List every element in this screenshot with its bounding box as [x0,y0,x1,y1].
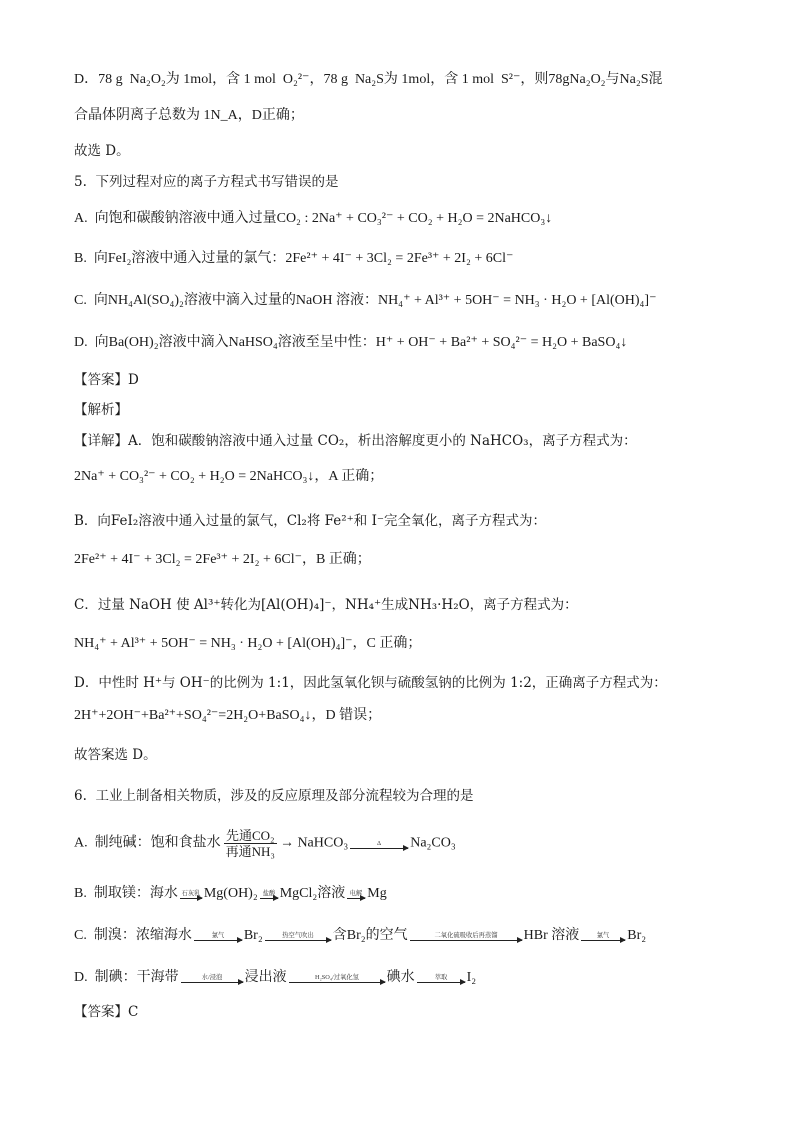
reaction-arrow: 氯气 [194,931,242,941]
question-6-option-d: D. 制碘：干海带 水/浸泡 浸出液 H₂SO₄/过氧化氢 碘水 萃取 I₂ [74,970,477,985]
question-6-title: 6. 工业上制备相关物质，涉及的反应原理及部分流程较为合理的是 [74,788,474,804]
question-5-equation-b: 2Fe²⁺ + 4I⁻ + 3Cl₂ = 2Fe³⁺ + 2I₂ + 6Cl⁻，B 正确； [74,552,371,567]
question-6-option-b: B. 制取镁：海水 石灰乳 Mg(OH)₂ 盐酸 MgCl₂溶液 电解 Mg [74,886,387,901]
question-6-option-a: A. 制纯碱：饱和食盐水 先通CO₂ 再通NH₃ → NaHCO₃ Δ Na₂CO₃ [74,828,456,859]
reaction-arrow: 热空气吹出 [265,931,331,941]
question-5-answer: 【答案】D [74,372,139,388]
question-5-equation-a: 2Na⁺ + CO₃²⁻ + CO₂ + H₂O = 2NaHCO₃↓，A 正确； [74,469,384,484]
option-d-line: D．78 g Na₂O₂为 1mol，含 1 mol O₂²⁻，78 g Na₂S为 1mol，含 1 mol S²⁻，则78gNa₂O₂与Na₂S混 [74,72,663,87]
question-5-option-a: A. 向饱和碳酸钠溶液中通入过量CO₂ : 2Na⁺ + CO₃²⁻ + CO₂ + H₂O = 2NaHCO₃↓ [74,211,553,226]
question-5-detail-d: D．中性时 H⁺与 OH⁻的比例为 1:1，因此氢氧化钡与硫酸氢钠的比例为 1:2，正确离子方程式为： [74,675,667,691]
reaction-arrow: 盐酸 [260,889,278,899]
reaction-arrow: 水/浸泡 [181,973,243,983]
question-5-detail-c: C．过量 NaOH 使 Al³⁺转化为[Al(OH)₄]⁻，NH₄⁺生成NH₃·H₂O，离子方程式为： [74,597,578,613]
option-d-continuation: 合晶体阴离子总数为 1N_A，D正确； [74,108,304,123]
question-6-answer: 【答案】C [74,1004,139,1020]
question-5-detail-a: 【详解】A．饱和碳酸钠溶液中通入过量 CO₂，析出溶解度更小的 NaHCO₃，离子方程式为： [74,433,637,449]
question-5-analysis-heading: 【解析】 [74,402,128,418]
question-6-option-c: C. 制溴：浓缩海水 氯气 Br₂ 热空气吹出 含Br₂的空气 二氧化硫吸收后再蒸馏 HBr 溶液 氯气 Br₂ [74,928,647,943]
question-5-option-c: C. 向NH₄Al(SO₄)₂溶液中滴入过量的NaOH 溶液：NH₄⁺ + Al³⁺ + 5OH⁻ = NH₃ · H₂O + [Al(OH)₄]⁻ [74,293,657,308]
heat-arrow: Δ [350,839,408,849]
question-5-equation-c: NH₄⁺ + Al³⁺ + 5OH⁻ = NH₃ · H₂O + [Al(OH)₄]⁻，C 正确； [74,636,422,651]
reaction-arrow: 萃取 [417,973,465,983]
question-5-title: 5. 下列过程对应的离子方程式书写错误的是 [74,174,339,190]
question-5-option-b: B. 向FeI₂溶液中通入过量的氯气：2Fe²⁺ + 4I⁻ + 3Cl₂ = 2Fe³⁺ + 2I₂ + 6Cl⁻ [74,251,514,266]
reaction-arrow: 石灰乳 [180,889,202,899]
reaction-arrow: 电解 [347,889,365,899]
choose-d-line: 故选 D。 [74,143,130,159]
reaction-arrow: 氯气 [581,931,625,941]
reaction-arrow: 二氧化硫吸收后再蒸馏 [410,931,522,941]
question-5-detail-b: B．向FeI₂溶液中通入过量的氯气，Cl₂将 Fe²⁺和 I⁻完全氧化，离子方程式为： [74,513,547,529]
question-5-option-d: D. 向Ba(OH)₂溶液中滴入NaHSO₄溶液至呈中性：H⁺ + OH⁻ + Ba²⁺ + SO₄²⁻ = H₂O + BaSO₄↓ [74,335,628,350]
question-5-equation-d: 2H⁺+2OH⁻+Ba²⁺+SO₄²⁻=2H₂O+BaSO₄↓，D 错误； [74,708,382,723]
reaction-arrow: H₂SO₄/过氧化氢 [289,973,385,983]
question-5-conclusion: 故答案选 D。 [74,747,157,763]
reagent-stack: 先通CO₂ 再通NH₃ [225,828,275,859]
